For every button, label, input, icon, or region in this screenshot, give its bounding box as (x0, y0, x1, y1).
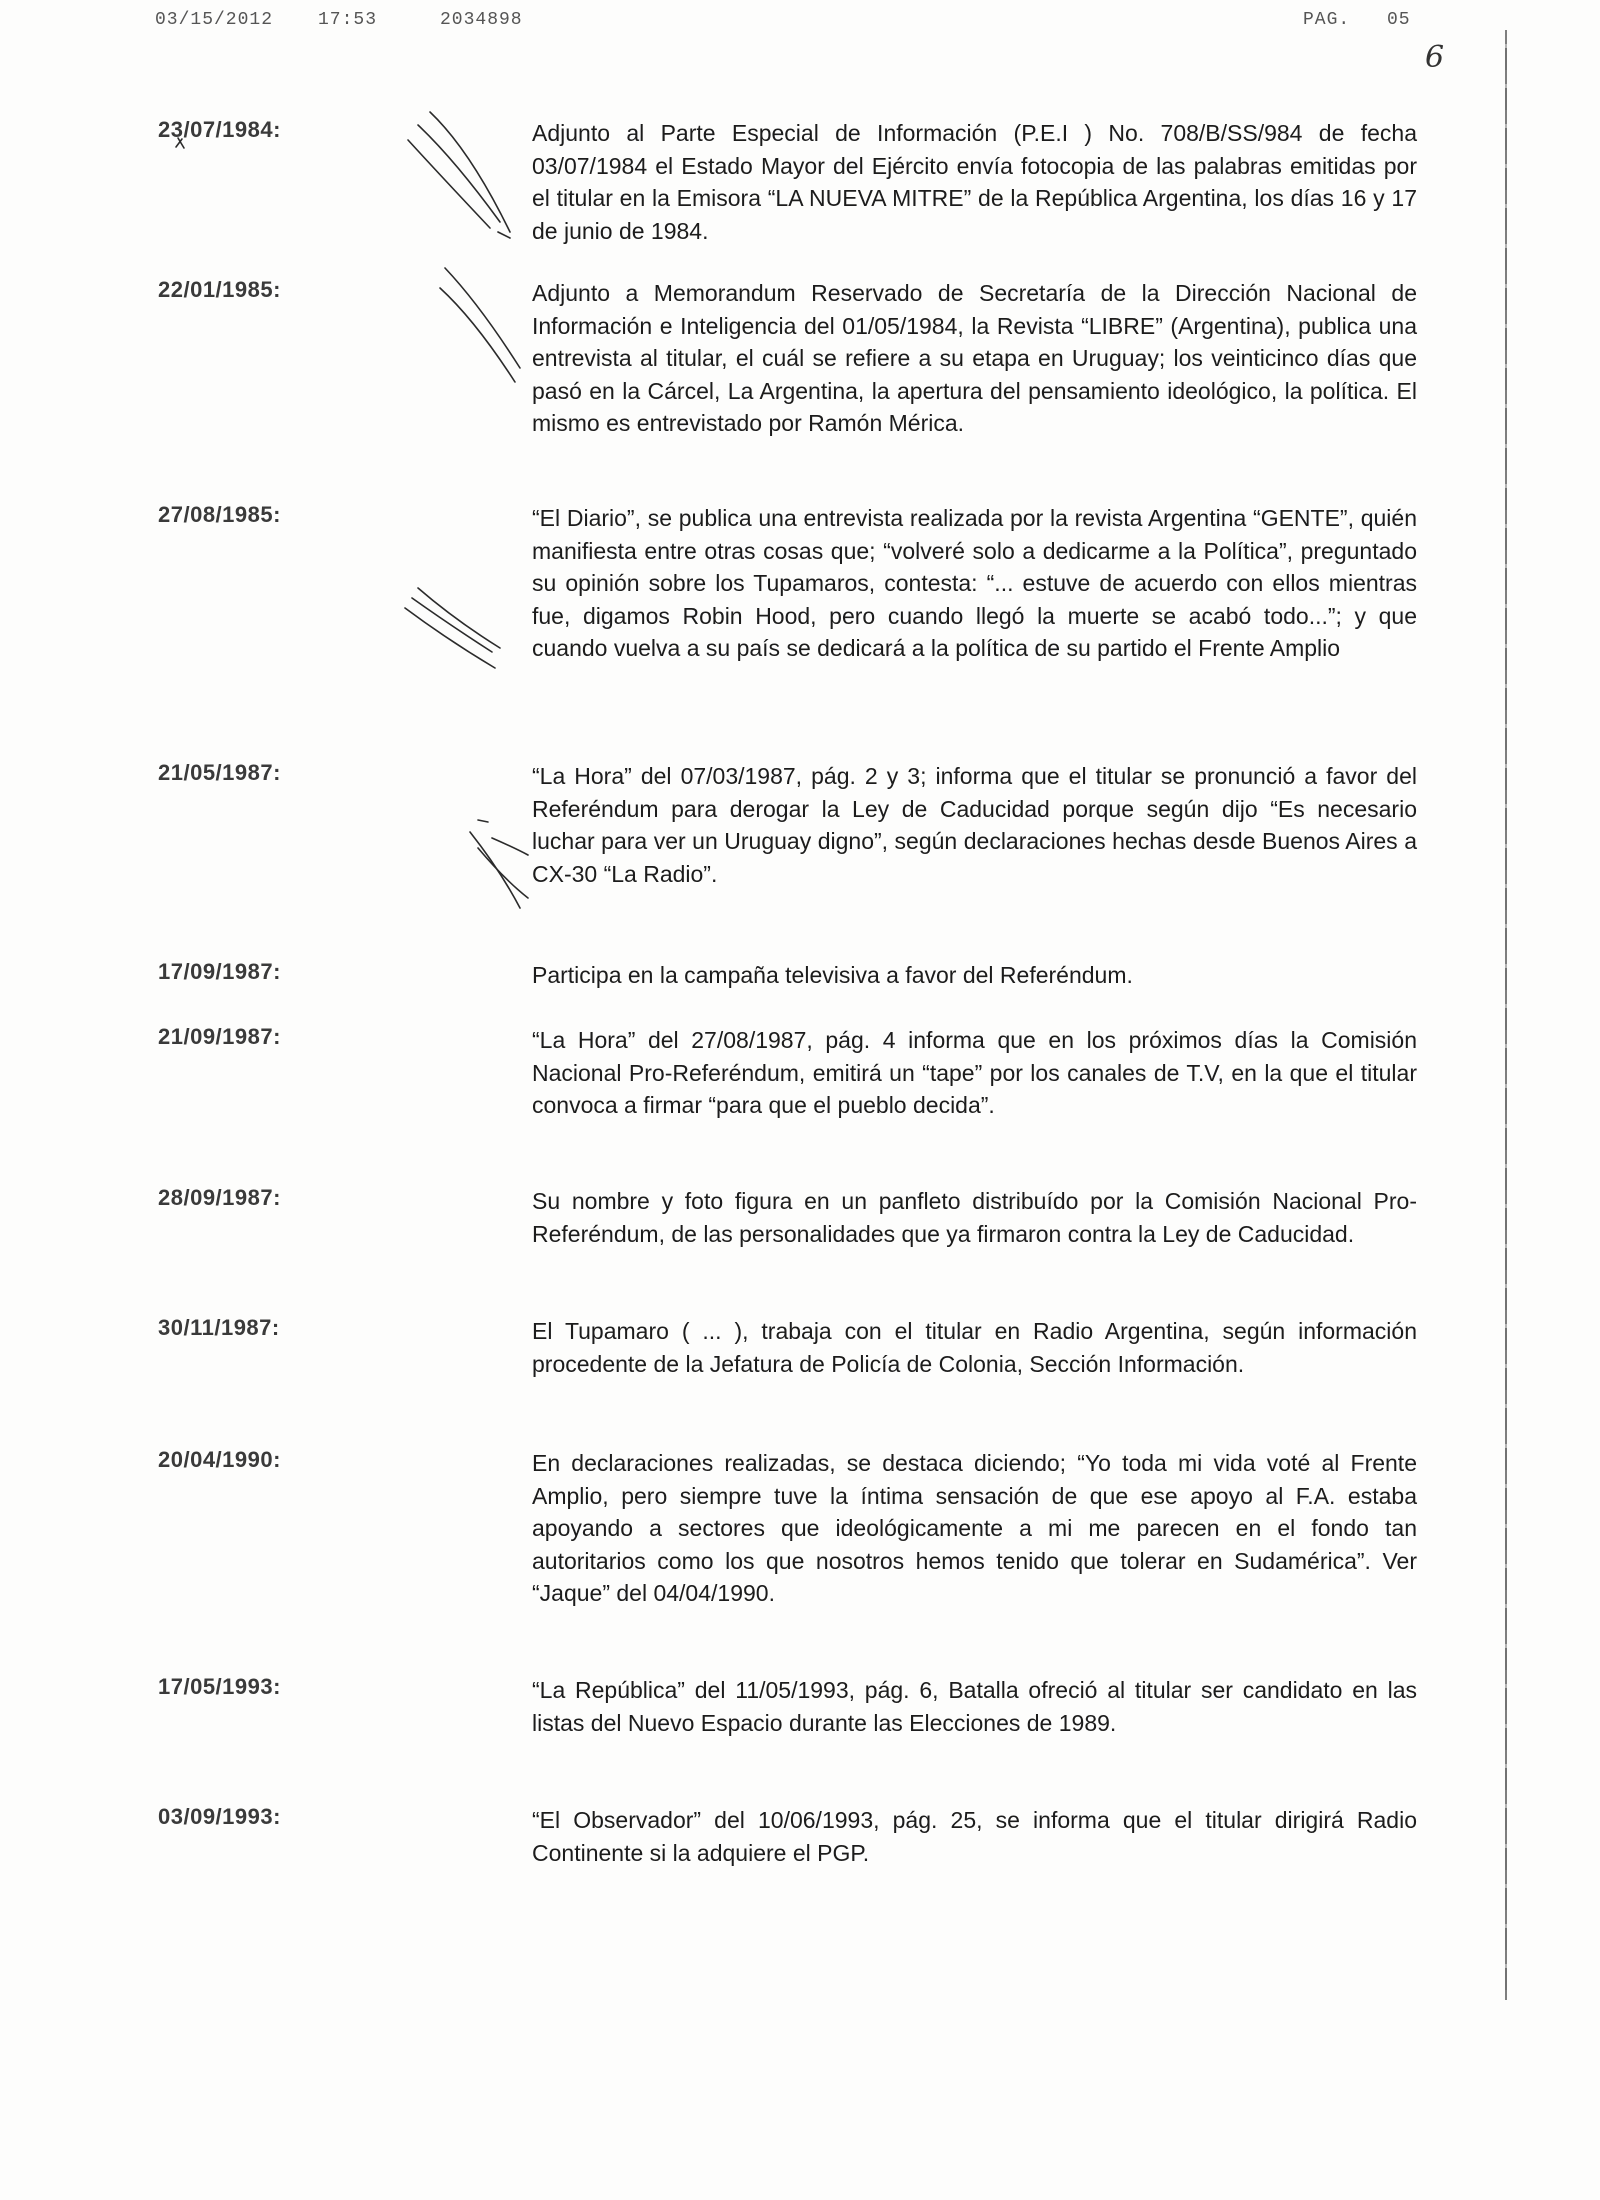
entry-date: 03/09/1993: (158, 1804, 281, 1829)
fax-page-number: 05 (1387, 10, 1411, 30)
entry-text: Participa en la campaña televisiva a favor del Referéndum. (532, 962, 1133, 988)
margin-mark-line (418, 125, 500, 222)
entry-date: 28/09/1987: (158, 1185, 281, 1210)
entry-text: “La Hora” del 27/08/1987, pág. 4 informa que en los próximos días la Comisión Nacional Pro-Referéndum, emitirá un “tape” por los canales de T.V, en la que el titular convoca a firmar “para que el pueblo decida”. (532, 1027, 1417, 1118)
fax-header (155, 10, 1415, 36)
fax-page-label: PAG. (1303, 10, 1351, 30)
margin-mark-line (405, 608, 495, 668)
margin-mark-line (418, 588, 500, 648)
entry-text: “La Hora” del 07/03/1987, pág. 2 y 3; informa que el titular se pronunció a favor del Referéndum para derogar la Ley de Caducidad porque según dijo “Es necesario luchar para ver un Uruguay digno”, según declaraciones hechas desde Buenos Aires a CX-30 “La Radio”. (532, 763, 1417, 887)
entry-text: “El Diario”, se publica una entrevista realizada por la revista Argentina “GENTE”, quién manifiesta entre otras cosas que; “volveré solo a dedicarme a la Política”, preguntado su opinión sobre los Tupamaros, contesta: “... estuve de acuerdo con ellos mientras fue, digamos Robin Hood, pero cuando llegó la muerte se acabó todo...”; y que cuando vuelva a su país se dedicará a la política de su partido el Frente Amplio (532, 505, 1417, 661)
fax-date: 03/15/2012 (155, 10, 274, 30)
entry-date: 20/04/1990: (158, 1447, 281, 1472)
entry-text: Adjunto a Memorandum Reservado de Secretaría de la Dirección Nacional de Información e Inteligencia del 01/05/1984, la Revista “LIBRE” (Argentina), publica una entrevista al titular, el cuál se refiere a su etapa en Uruguay; los veinticinco días que pasó en la Cárcel, La Argentina, la apertura del pensamiento ideológico, la política. El mismo es entrevistado por Ramón Mérica. (532, 280, 1417, 436)
entry-date: 17/09/1987: (158, 959, 281, 984)
entry-text: El Tupamaro ( ... ), trabaja con el titular en Radio Argentina, según información procedente de la Jefatura de Policía de Colonia, Sección Información. (532, 1318, 1417, 1377)
entry-date: 22/01/1985: (158, 277, 281, 302)
fax-id: 2034898 (440, 10, 523, 30)
entry-date: 21/09/1987: (158, 1024, 281, 1049)
entry-text: “El Observador” del 10/06/1993, pág. 25, se informa que el titular dirigirá Radio Continente si la adquiere el PGP. (532, 1807, 1417, 1866)
margin-mark-line (478, 848, 528, 898)
entry-date: 17/05/1993: (158, 1674, 281, 1699)
margin-mark-line (478, 820, 488, 822)
entry-date: 23/07/1984: (158, 117, 281, 142)
entry-text: En declaraciones realizadas, se destaca diciendo; “Yo toda mi vida voté al Frente Amplio, pero siempre tuve la íntima sensación de que ese apoyo al F.A. estaba apoyando a sectores que ideológicamente a mi me parecen en el fondo tan autoritarios como los que nosotros hemos tenido que tolerar en Sudamérica”. Ver “Jaque” del 04/04/1990. (532, 1450, 1417, 1606)
entry-text: “La República” del 11/05/1993, pág. 6, Batalla ofreció al titular ser candidato en las listas del Nuevo Espacio durante las Elecciones de 1989. (532, 1677, 1417, 1736)
entry-date: 27/08/1985: (158, 502, 281, 527)
margin-mark-line (445, 268, 520, 368)
entry-date: 30/11/1987: (158, 1315, 280, 1340)
margin-mark-line (430, 112, 510, 232)
entry-text: Su nombre y foto figura en un panfleto distribuído por la Comisión Nacional Pro- Referéndum, de las personalidades que ya firmaron contra la Ley de Caducidad. (532, 1188, 1417, 1247)
scan-edge-line (1505, 30, 1507, 2000)
handwritten-page-number: 6 (1425, 40, 1445, 75)
fax-time: 17:53 (318, 10, 378, 30)
margin-mark-line (408, 140, 490, 228)
margin-mark-line (440, 288, 515, 382)
margin-mark-line (412, 598, 492, 652)
entry-text: Adjunto al Parte Especial de Información (P.E.I ) No. 708/B/SS/984 de fecha 03/07/1984 el Estado Mayor del Ejército envía fotocopia de las palabras emitidas por el titular en la Emisora “LA NUEVA MITRE” de la República Argentina, los días 16 y 17 de junio de 1984. (532, 120, 1417, 244)
margin-mark-line (492, 838, 528, 855)
margin-mark-line (498, 232, 510, 238)
margin-mark-line (470, 832, 520, 908)
entry-date: 21/05/1987: (158, 760, 281, 785)
